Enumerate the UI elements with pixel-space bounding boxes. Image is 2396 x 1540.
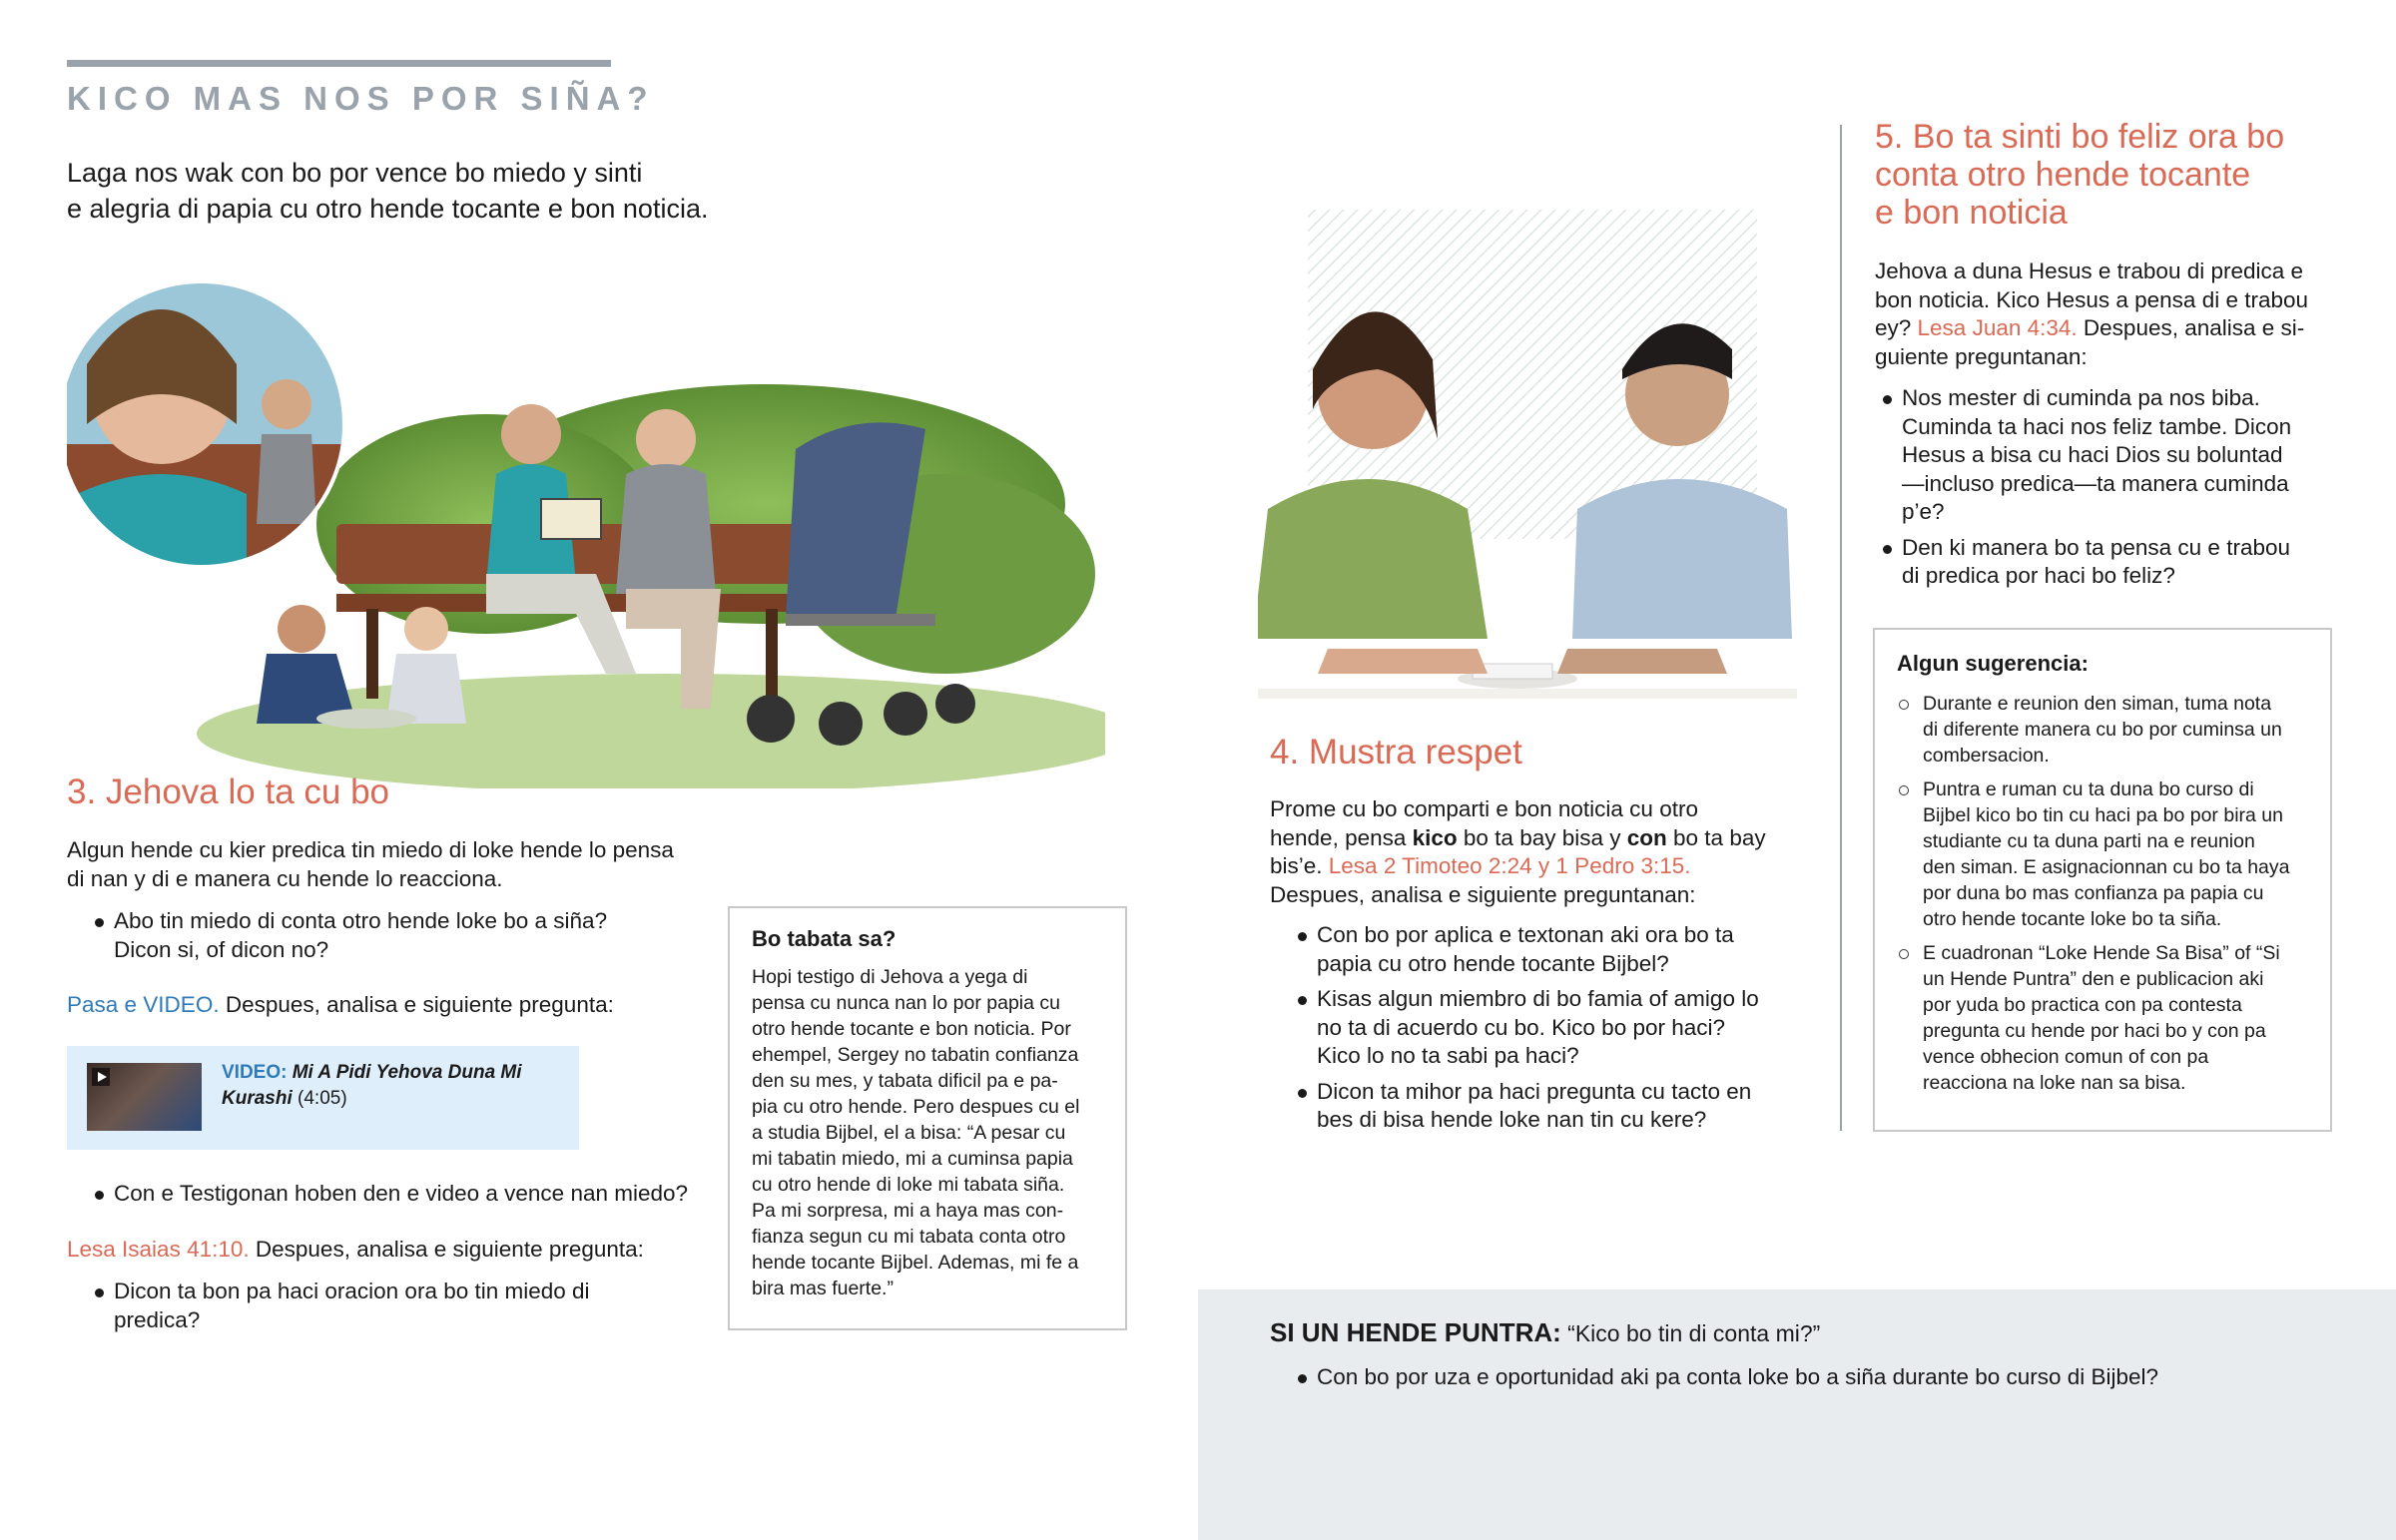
section-5-bullets — [1855, 384, 2334, 598]
section-4-bullets — [1270, 921, 1829, 1142]
section-3-bullets-1 — [67, 907, 716, 971]
video-title[interactable]: VIDEO: Mi A Pidi Yehova Duna Mi Kurashi (4:05) — [222, 1062, 522, 1109]
section-4-heading: 4. Mustra respet — [1270, 733, 1522, 771]
park-scene-illustration — [67, 274, 1105, 788]
section-5-heading: 5. Bo ta sinti bo feliz ora bo conta otro hende tocante e bon noticia — [1875, 118, 2285, 232]
list-item: Durante e reunion den siman, tuma nota di diferente manera cu bo por cuminsa un combersacion. — [1897, 691, 2308, 769]
section-5-paragraph: Jehova a duna Hesus e trabou di predica e bon noticia. Kico Hesus a pensa di e trabou ey? Lesa Juan 4:34. Despues, analisa e si- guiente preguntanan: — [1875, 258, 2309, 369]
scripture-link[interactable]: Lesa Juan 4:34. — [1917, 315, 2078, 340]
did-you-know-text: Hopi testigo di Jehova a yega di pensa cu nunca nan lo por papia cu otro hende tocante e bon noticia. Por ehempel, Sergey no tabatin confianza den su mes, y tabata dificil pa e pa- pia cu otro hende. Pero despues cu el a studia Bijbel, el a bisa: “A pesar cu mi tabatin miedo, mi a cuminsa papia cu otro hende di loke mi tabata siña. Pa mi sorpresa, mi a haya mas con- fianza segun cu mi tabata conta otro hende tocante Bijbel. Ademas, mi fe a bira mas fuerte.” — [752, 966, 1080, 1299]
list-item: E cuadronan “Loke Hende Sa Bisa” of “Si un Hende Puntra” den e publicacion aki por yuda bo practica con pa contesta pregunta cu hende por haci bo y con pa vence obhecion comun of con pa reacciona na loke nan sa bisa. — [1897, 940, 2308, 1096]
list-item: Con e Testigonan hoben den e video a vence nan miedo? — [67, 1180, 726, 1209]
question-heading: SI UN HENDE PUNTRA: “Kico bo tin di conta mi?” — [1270, 1317, 1821, 1347]
park-scene-svg — [67, 274, 1105, 788]
list-item: Den ki manera bo ta pensa cu e trabou di predica por haci bo feliz? — [1855, 534, 2334, 591]
conversation-svg — [1258, 210, 1797, 699]
scripture-link[interactable]: Lesa 2 Timoteo 2:24 y 1 Pedro 3:15. — [1328, 853, 1691, 878]
section-3-paragraph: Algun hende cu kier predica tin miedo di loke hende lo pensa di nan y di e manera cu hende lo reacciona. — [67, 837, 674, 891]
tips-box — [1873, 628, 2332, 1132]
list-item: Con bo por uza e oportunidad aki pa conta loke bo a siña durante bo curso di Bijbel? — [1270, 1363, 2368, 1392]
intro-text: Laga nos wak con bo por vence bo miedo y sinti e alegria di papia cu otro hende tocante e bon noticia. — [67, 158, 709, 224]
did-you-know-title: Bo tabata sa? — [752, 926, 897, 951]
conversation-illustration — [1258, 210, 1797, 699]
question-bullets — [1270, 1363, 2368, 1399]
section-4-paragraph: Prome cu bo comparti e bon noticia cu otro hende, pensa kico bo ta bay bisa y con bo ta bay bis’e. Lesa 2 Timoteo 2:24 y 1 Pedro 3:15. Despues, analisa e siguiente preguntanan: — [1270, 796, 1766, 907]
list-item: Con bo por aplica e textonan aki ora bo ta papia cu otro hende tocante Bijbel? — [1270, 921, 1829, 978]
scripture-link[interactable]: Lesa Isaias 41:10. — [67, 1237, 250, 1262]
list-item: Abo tin miedo di conta otro hende loke bo a siña? Dicon si, of dicon no? — [67, 907, 716, 964]
tips-list — [1897, 691, 2308, 1096]
video-card[interactable] — [67, 1046, 579, 1150]
list-item: Kisas algun miembro di bo famia of amigo lo no ta di acuerdo cu bo. Kico bo por haci? Kico lo no ta sabi pa haci? — [1270, 985, 1829, 1071]
list-item: Nos mester di cuminda pa nos biba. Cuminda ta haci nos feliz tambe. Dicon Hesus a bisa cu haci Dios su boluntad —incluso predica—ta manera cuminda p’e? — [1855, 384, 2334, 527]
list-item: Dicon ta mihor pa haci pregunta cu tacto en bes di bisa hende loke nan tin cu kere? — [1270, 1078, 1829, 1135]
did-you-know-box — [728, 906, 1127, 1330]
play-icon[interactable] — [92, 1068, 110, 1086]
video-instruction: Pasa e VIDEO. Despues, analisa e siguiente pregunta: — [67, 992, 614, 1017]
header-rule — [67, 60, 611, 67]
page-kicker: KICO MAS NOS POR SIÑA? — [67, 80, 655, 117]
video-link[interactable]: Pasa e VIDEO. — [67, 992, 220, 1017]
video-thumbnail[interactable] — [87, 1063, 202, 1131]
column-divider — [1840, 125, 1842, 1131]
section-3-bullets-3 — [67, 1278, 716, 1341]
section-3-bullets-2 — [67, 1180, 726, 1216]
list-item: Dicon ta bon pa haci oracion ora bo tin miedo di predica? — [67, 1278, 716, 1334]
tips-title: Algun sugerencia: — [1897, 651, 2089, 676]
scripture-instruction: Lesa Isaias 41:10. Despues, analisa e siguiente pregunta: — [67, 1237, 644, 1262]
section-3-heading: 3. Jehova lo ta cu bo — [67, 772, 389, 811]
list-item: Puntra e ruman cu ta duna bo curso di Bijbel kico bo tin cu haci pa bo por bira un studiante cu ta duna parti na e reunion den siman. E asignacionnan cu bo ta haya por duna bo mas confianza pa papia cu otro hende tocante loke bo ta siña. — [1897, 776, 2308, 932]
